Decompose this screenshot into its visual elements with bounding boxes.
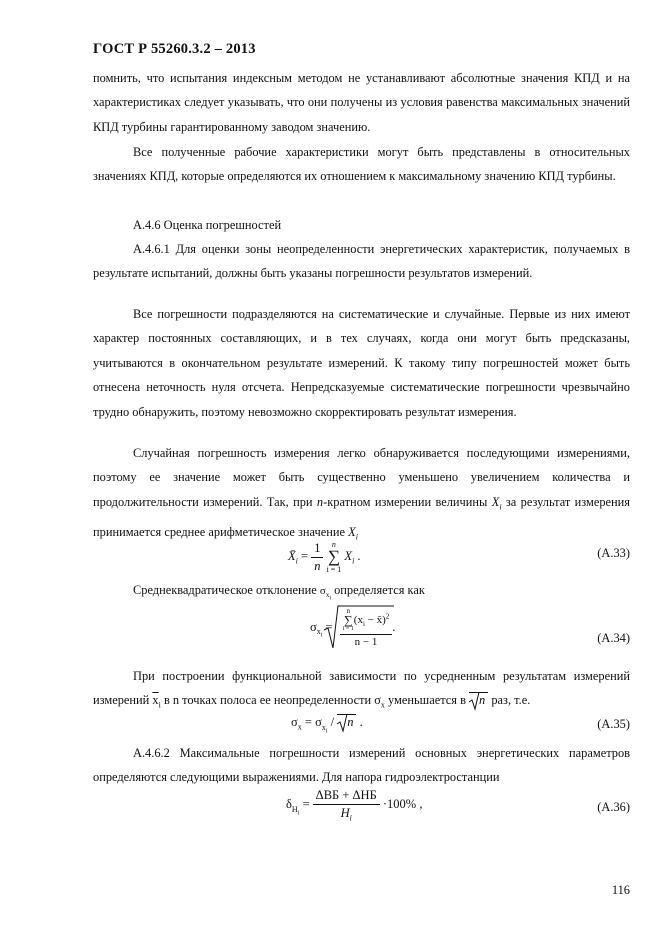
equation-number-a34: (А.34) — [597, 631, 630, 645]
equation-a36: $\delta_{H_i}$ = $\frac{\text{ΔВБ + ΔНБ}}{H_i}$ ·100% , — [286, 788, 423, 823]
paragraph-stddev: Среднеквадратическое отклонение $\sigma_{x_i}$ определяется как — [133, 583, 425, 602]
paragraph-bandwidth-line2: измерений $\overline{x}_i$ в n точках полоса ее неопределенности $\sigma_x$ уменьшается в n раз, т.е. — [93, 693, 531, 710]
paragraph-a462: А.4.6.2 Максимальные погрешности измерений основных энергетических параметров определяются следующими выражениями. Для напора гидроэлектростанции — [93, 746, 630, 785]
paragraph-1: помнить, что испытания индексным методом не устанавливают абсолютные значения КПД и на характеристиках следует указывать, что они получены из условия равенства максимальных значений КПД турбины гарантированному заводом значению. — [93, 71, 630, 134]
equation-number-a36: (А.36) — [597, 800, 630, 814]
equation-a35: $\sigma_x = \sigma_{x_i}$ / n . — [291, 715, 363, 735]
equation-number-a35: (А.35) — [597, 717, 630, 731]
paragraph-2: Все полученные рабочие характеристики могут быть представлены в относительных значениях КПД, которые определяются их отношением к максимальному значению КПД турбины. — [93, 145, 630, 184]
equation-a34: $\sigma_{x_i}$ = n ∑ i = 1 ($x_i$ − x̄)$^2$ n − 1 . — [310, 608, 395, 648]
square-root-icon — [337, 714, 347, 732]
equation-a33: $X̄_i$ = $\frac{1}{n}$ n ∑ i = 1 $X_i$ . — [288, 540, 361, 574]
paragraph-errors: Все погрешности подразделяются на систематические и случайные. Первые из них имеют характер постоянных составляющих, и в тех случаях, когда они могут быть предсказаны, учитываются в окончательном результате измерений. К такому типу погрешностей может быть отнесена неточность нуля отсчета. Непредсказуемые систематические погрешности чрезвычайно трудно обнаружить, поэтому невозможно скорректировать результат измерения. — [93, 307, 630, 419]
paragraph-a461: А.4.6.1 Для оценки зоны неопределенности энергетических характеристик, получаемых в результате испытаний, должны быть указаны погрешности результатов измерений. — [93, 242, 630, 281]
section-heading-a46: А.4.6 Оценка погрешностей — [133, 218, 282, 232]
paragraph-random-error: Случайная погрешность измерения легко обнаруживается последующими измерениями, поэтому ее значение может быть существенно уменьшено увеличением количества и продолжительности измерений. Так, при n-кратном измерении величины $X_i$ за результат измерения принимается среднее арифметическое значение $X_i$ — [93, 446, 630, 542]
equation-number-a33: (А.33) — [597, 546, 630, 560]
page-number: 116 — [611, 883, 630, 897]
paragraph-bandwidth: При построении функциональной зависимости по усредненным результатам измерений — [133, 669, 630, 683]
square-root-icon — [324, 604, 394, 650]
square-root-icon — [469, 692, 479, 710]
document-header: ГОСТ Р 55260.3.2 – 2013 — [93, 41, 256, 57]
